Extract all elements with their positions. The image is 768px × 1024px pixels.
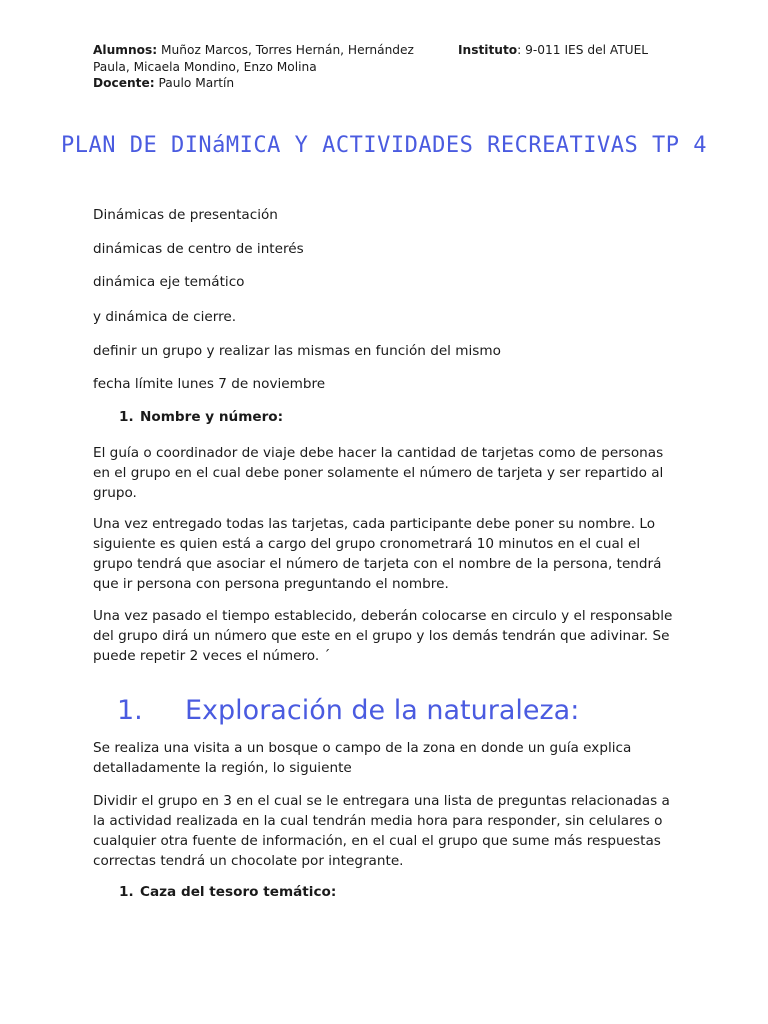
section1-paragraph: Una vez entregado todas las tarjetas, cada participante debe poner su nombre. Lo siguiente es quien está a cargo del grupo cronometrará 10 minutos en el cual el grupo tendrá que asociar el número de tarjeta con el nombre de la persona, tendrá que ir persona con persona preguntando el nombre. [93, 516, 662, 592]
intro-line: y dinámica de cierre. [93, 309, 237, 325]
students-line-2: Paula, Micaela Mondino, Enzo Molina [93, 59, 317, 74]
section1-paragraph: Una vez pasado el tiempo establecido, deberán colocarse en circulo y el responsable del grupo dirá un número que este en el grupo y los demás tendrán que adivinar. Se puede repetir 2 veces el número. ´ [93, 608, 673, 664]
section-heading-caza-tesoro [119, 884, 336, 900]
section-heading-exploracion [117, 695, 579, 726]
students-label: Alumnos: [93, 43, 158, 57]
institute-label: Instituto [458, 43, 518, 57]
intro-line: definir un grupo y realizar las mismas en función del mismo [93, 343, 501, 359]
institute-line [458, 42, 698, 59]
intro-line: fecha límite lunes 7 de noviembre [93, 376, 326, 392]
teacher-line [93, 75, 433, 92]
intro-line: dinámica eje temático [93, 274, 245, 290]
institute-value: : 9-011 IES del ATUEL [517, 43, 649, 57]
section-title: Exploración de la naturaleza: [185, 695, 580, 726]
header-left [93, 42, 433, 92]
document-title: PLAN DE DINáMICA Y ACTIVIDADES RECREATIVAS TP 4 [60, 133, 708, 158]
teacher-label: Docente: [93, 76, 155, 90]
intro-line: Dinámicas de presentación [93, 207, 278, 223]
section2-paragraph: Dividir el grupo en 3 en el cual se le entregara una lista de preguntas relacionadas a la actividad realizada en la cual tendrán media hora para responder, sin celulares o cualquier otra fuente de información, en el cual el grupo que sume más respuestas correctas tendrá un chocolate por integrante. [93, 793, 670, 869]
section-heading-nombre-numero [119, 409, 283, 425]
teacher-name: Paulo Martín [154, 76, 235, 90]
section-number: 1. [119, 884, 134, 900]
students-names: Muñoz Marcos, Torres Hernán, Hernández [157, 43, 414, 57]
students-line [93, 42, 433, 59]
intro-line: dinámicas de centro de interés [93, 241, 304, 257]
section2-paragraph: Se realiza una visita a un bosque o campo de la zona en donde un guía explica detalladamente la región, lo siguiente [93, 740, 632, 776]
section1-paragraph: El guía o coordinador de viaje debe hacer la cantidad de tarjetas como de personas en el grupo en el cual debe poner solamente el número de tarjeta y ser repartido al grupo. [93, 445, 664, 501]
section-title: Caza del tesoro temático: [140, 884, 337, 900]
section-number: 1. [117, 695, 143, 726]
section-title: Nombre y número: [140, 409, 284, 425]
section-number: 1. [119, 409, 134, 425]
